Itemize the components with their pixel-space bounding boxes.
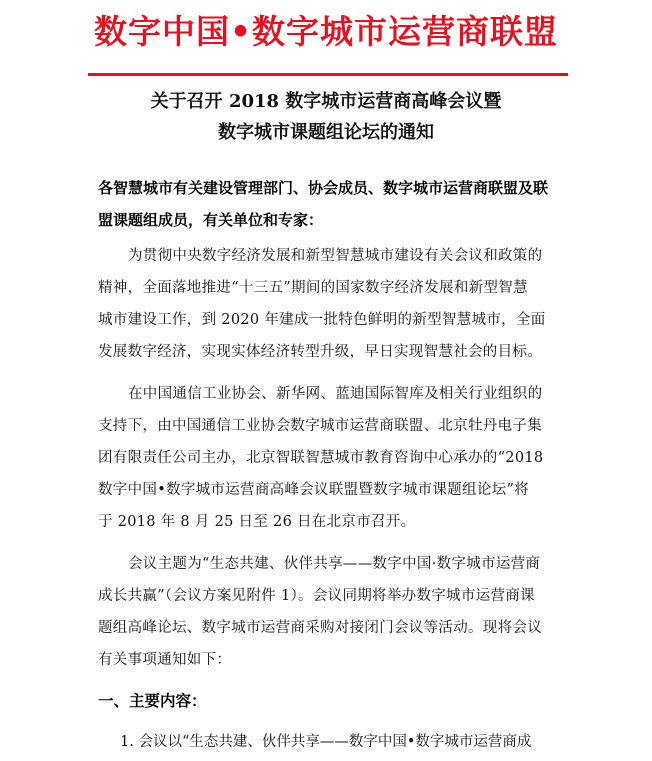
paragraph-line: 发展数字经济，实现实体经济转型升级，早日实现智慧社会的目标。 [98, 344, 542, 360]
body-paragraph-2 [98, 378, 558, 538]
addressee [98, 172, 558, 236]
notice-title-line-1: 关于召开 2018 数字城市运营商高峰会议暨 [150, 91, 502, 112]
paragraph-line: 成长共赢”（会议方案见附件 1）。会议同期将举办数字城市运营商课 [98, 588, 535, 604]
paragraph-line: 有关事项通知如下： [98, 652, 232, 668]
masthead-divider [88, 73, 568, 76]
paragraph-line: 精神，全面落地推进“十三五”期间的国家数字经济发展和新型智慧 [98, 280, 528, 296]
paragraph-line: 为贯彻中央数字经济发展和新型智慧城市建设有关会议和政策的 [128, 248, 543, 264]
paragraph-line: 于 2018 年 8 月 25 日至 26 日在北京市召开。 [98, 514, 416, 530]
paragraph-line: 团有限责任公司主办，北京智联智慧城市教育咨询中心承办的“2018 [98, 450, 544, 466]
body-paragraph-3 [98, 548, 558, 676]
notice-title-line-2: 数字城市课题组论坛的通知 [218, 122, 434, 143]
paragraph-line: 会议主题为“生态共建、伙伴共享——数字中国·数字城市运营商 [128, 556, 541, 572]
section-heading: 一、主要内容： [98, 692, 207, 710]
masthead-title: 数字中国•数字城市运营商联盟 [93, 12, 559, 51]
paragraph-line: 在中国通信工业协会、新华网、蓝迪国际智库及相关行业组织的 [128, 386, 543, 402]
addressee-line: 盟课题组成员，有关单位和专家： [98, 211, 324, 229]
addressee-line: 各智慧城市有关建设管理部门、协会成员、数字城市运营商联盟及联 [98, 179, 549, 197]
paragraph-line: 数字中国•数字城市运营商高峰会议联盟暨数字城市课题组论坛”将 [98, 482, 529, 498]
body-paragraph-1 [98, 240, 558, 368]
paragraph-line: 支持下，由中国通信工业协会数字城市运营商联盟、北京牡丹电子集 [98, 418, 542, 434]
paragraph-line: 城市建设工作，到 2020 年建成一批特色鲜明的新型智慧城市，全面 [98, 312, 546, 328]
paragraph-line: 题组高峰论坛、数字城市运营商采购对接闭门会议等活动。现将会议 [98, 620, 542, 636]
section-item-1: 1. 会议以“生态共建、伙伴共享——数字中国•数字城市运营商成 [120, 734, 532, 750]
